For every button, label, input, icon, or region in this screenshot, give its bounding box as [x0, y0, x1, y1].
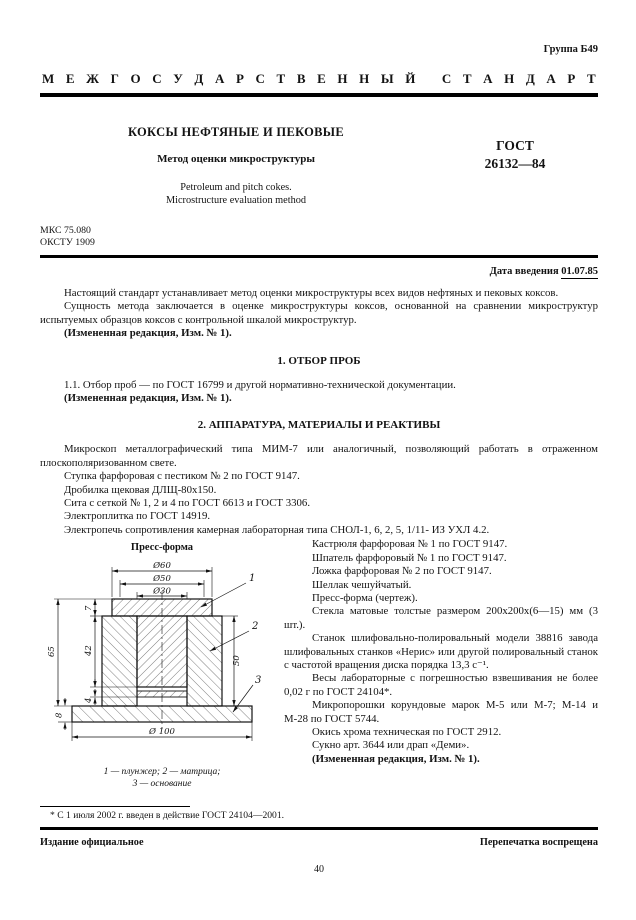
- mid-rule: [40, 255, 598, 258]
- okstu-code: ОКСТУ 1909: [40, 237, 95, 248]
- dim-h8: 8: [54, 712, 65, 719]
- section2-right-paragraph: Станок шлифовально-полировальный модели 38816 завода шлифовальных станков «Нерис» или другой полировальный станок с частотой вращения диска порядка 13,3 с⁻¹.: [284, 632, 598, 671]
- date-value: 01.07.85: [561, 266, 598, 277]
- intro-paragraph: Настоящий стандарт устанавливает метод оценки микроструктуры всех видов нефтяных и пековых коксов.: [64, 287, 559, 299]
- matrix-right-wall: [187, 616, 222, 706]
- footer-left: Издание официальное: [40, 837, 144, 849]
- footer-rule: [40, 827, 598, 830]
- section2-right-paragraph: Окись хрома техническая по ГОСТ 2912.: [312, 725, 502, 738]
- document-title-en: [40, 181, 432, 207]
- drawing-caption: [40, 766, 284, 790]
- section1-heading: 1. ОТБОР ПРОБ: [277, 354, 361, 367]
- dim-h65: 65: [47, 646, 57, 658]
- dim-h50: 50: [232, 655, 242, 667]
- callout-1: 1: [249, 573, 256, 585]
- press-form-diagram: [40, 555, 276, 759]
- section2-right-paragraph: Сукно арт. 3644 или драп «Деми».: [312, 739, 470, 752]
- title-block: [40, 125, 598, 207]
- section2-right-paragraph: (Измененная редакция, Изм. № 1).: [312, 752, 480, 765]
- section2-heading: 2. АППАРАТУРА, МАТЕРИАЛЫ И РЕАКТИВЫ: [197, 419, 441, 432]
- amendment-note: (Измененная редакция, Изм. № 1).: [64, 392, 232, 405]
- section2-paragraph: Электропечь сопротивления камерная лабораторная типа СНОЛ-1, 6, 2, 5, 1/11- ИЗ УХЛ 4.2.: [64, 523, 490, 536]
- gost-designation: [432, 125, 598, 207]
- page-number: 40: [314, 864, 324, 876]
- footnote-rule: [40, 806, 190, 807]
- dim-h4: 4: [84, 697, 94, 704]
- document-subtitle-ru: Метод оценки микроструктуры: [157, 153, 315, 165]
- section2-right-paragraph: Микропорошки корундовые марок М-5 или М-7; М-14 и М-28 по ГОСТ 5744.: [284, 699, 598, 725]
- standard-type-header: М Е Ж Г О С У Д А Р С Т В Е Н Н Ы Й С Т А Н Д А Р Т: [42, 71, 596, 86]
- dim-d60: Ø60: [153, 561, 171, 572]
- callout-2: 2: [252, 621, 259, 633]
- title-en-line1: Petroleum and pitch cokes.: [180, 182, 292, 193]
- top-rule: [40, 93, 598, 97]
- intro-section: [40, 287, 598, 341]
- dim-h42: 42: [84, 645, 94, 657]
- gost-number: 26132—84: [484, 156, 546, 171]
- classification-codes: [40, 225, 598, 249]
- section2-paragraph: Дробилка щековая ДЛЩ-80х150.: [64, 483, 217, 496]
- date-label: Дата введения: [489, 266, 559, 277]
- section1-paragraph: 1.1. Отбор проб — по ГОСТ 16799 и другой нормативно-технической документации.: [64, 378, 456, 391]
- title-en-line2: Microstructure evaluation method: [165, 195, 307, 206]
- drawing-title: Пресс-форма: [130, 542, 194, 554]
- dim-h7: 7: [84, 605, 94, 612]
- section2-right-paragraph: Весы лабораторные с погрешностью взвешивания не более 0,02 г по ГОСТ 24104*.: [284, 672, 598, 698]
- mks-code: МКС 75.080: [40, 225, 91, 236]
- section2-paragraph: Ступка фарфоровая с пестиком № 2 по ГОСТ 9147.: [64, 470, 300, 483]
- gost-label: ГОСТ: [496, 138, 534, 153]
- section2-paragraphs: [40, 443, 598, 537]
- section2-right-paragraph: Ложка фарфоровая № 2 по ГОСТ 9147.: [312, 565, 492, 578]
- two-column-area: [40, 538, 598, 790]
- caption-line1: 1 — плунжер; 2 — матрица;: [103, 767, 221, 778]
- footer-right: Перепечатка воспрещена: [479, 837, 598, 849]
- dim-d30: Ø30: [153, 586, 171, 597]
- press-form-drawing: [40, 538, 284, 790]
- section2-right-paragraph: Кастрюля фарфоровая № 1 по ГОСТ 9147.: [312, 538, 508, 551]
- section2-paragraph: Сита с сеткой № 1, 2 и 4 по ГОСТ 6613 и ГОСТ 3306.: [64, 497, 311, 510]
- section2-right-paragraph: Пресс-форма (чертеж).: [312, 591, 418, 604]
- document-title-ru: КОКСЫ НЕФТЯНЫЕ И ПЕКОВЫЕ: [127, 125, 345, 139]
- section2-paragraph: Микроскоп металлографический типа МИМ-7 или аналогичный, позволяющий работать в отраженном плоскополяризованном свете.: [40, 443, 598, 469]
- callout-3: 3: [255, 675, 262, 687]
- title-left: [40, 125, 432, 207]
- dim-d50: Ø50: [153, 574, 171, 585]
- section2-right-paragraph: Шпатель фарфоровый № 1 по ГОСТ 9147.: [312, 551, 507, 564]
- section2-right-paragraph: Шеллак чешуйчатый.: [312, 578, 412, 591]
- intro-paragraph: Сущность метода заключается в оценке микроструктуры коксов, основанной на сравнении микроструктур испытуемых образцов коксов с контрольной шкалой микроструктур.: [40, 300, 598, 326]
- section2-paragraph: Электроплитка по ГОСТ 14919.: [64, 510, 211, 523]
- section2-right-paragraph: Стекла матовые толстые размером 200х200х(6—15) мм (3 шт.).: [284, 605, 598, 631]
- group-label: Группа Б49: [543, 44, 598, 55]
- caption-line2: 3 — основание: [132, 779, 192, 790]
- matrix-left-wall: [102, 616, 137, 706]
- footnote-block: [40, 806, 598, 821]
- amendment-note: (Измененная редакция, Изм. № 1).: [64, 327, 232, 340]
- footer: [40, 837, 598, 848]
- footnote-text: * С 1 июля 2002 г. введен в действие ГОСТ 24104—2001.: [50, 810, 285, 822]
- introduction-date: [40, 266, 598, 277]
- dim-d100: Ø 100: [149, 727, 175, 738]
